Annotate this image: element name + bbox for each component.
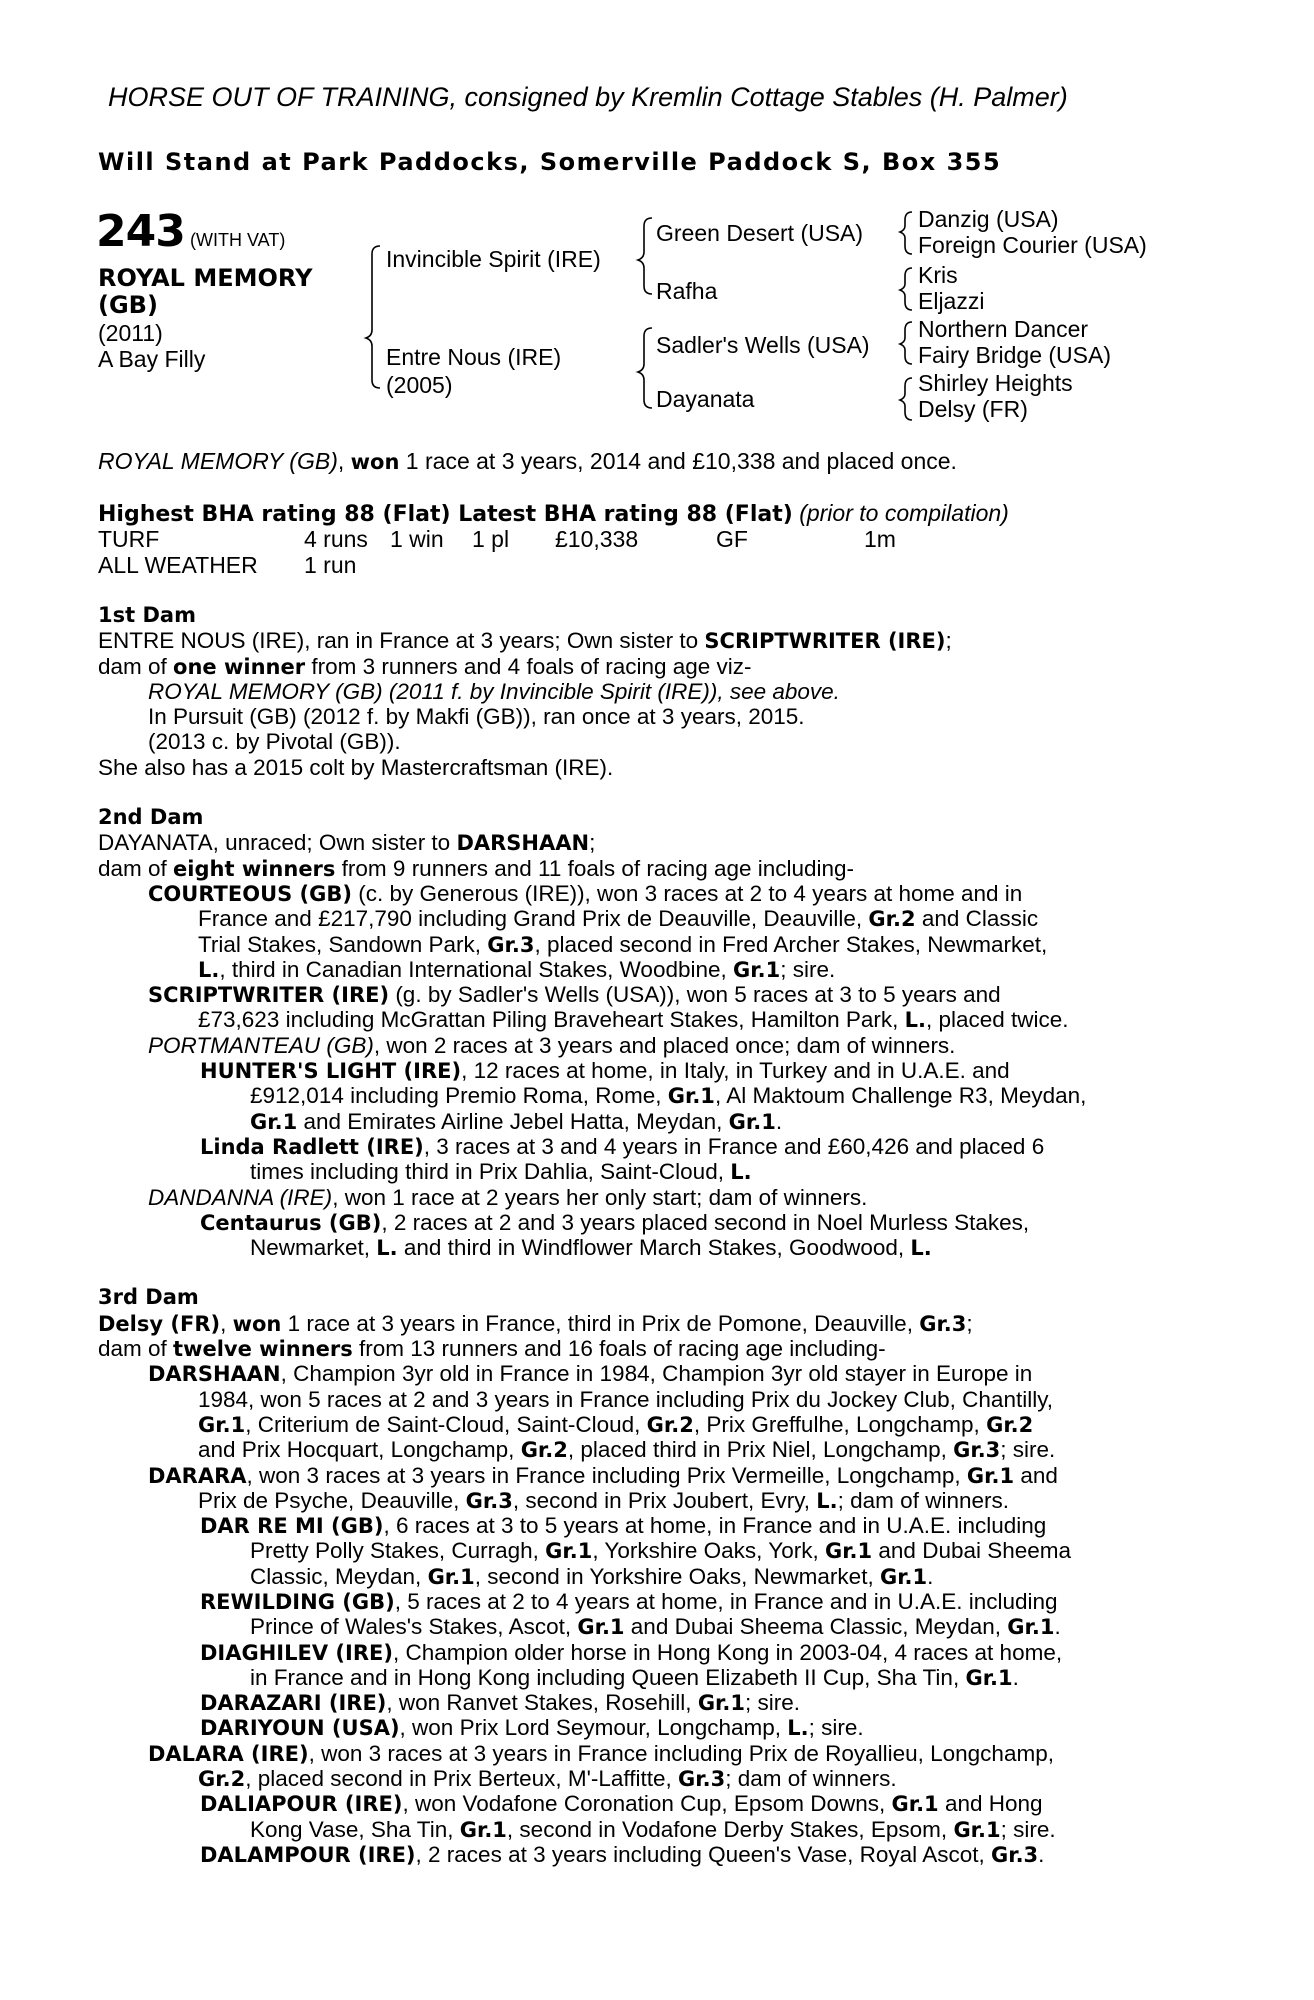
produce-subitem xyxy=(98,1589,1192,1614)
text: , 12 races at home, in Italy, in Turkey and in U.A.E. and xyxy=(461,1058,1010,1084)
grade: L. xyxy=(904,1008,926,1033)
bha-rating-text: Highest BHA rating 88 (Flat) Latest BHA rating 88 (Flat) xyxy=(98,502,793,527)
text: , won Prix Lord Seymour, Longchamp, xyxy=(399,1715,788,1741)
text: (c. by Generous (IRE)), won 3 races at 2 to 4 years at home and in xyxy=(352,880,1023,906)
text: , won Ranvet Stakes, Rosehill, xyxy=(386,1690,698,1716)
grade: Gr.1 xyxy=(879,1564,928,1589)
horse-name: DAR RE MI (GB) xyxy=(200,1514,384,1539)
horse-name: DARIYOUN (USA) xyxy=(200,1716,400,1741)
grade: Gr.1 xyxy=(459,1817,507,1842)
grade: Gr.1 xyxy=(733,957,781,982)
text: from 13 runners and 16 foals of racing age including- xyxy=(352,1336,886,1362)
produce-item-cont xyxy=(98,1159,1192,1184)
text: dam of xyxy=(98,653,174,679)
produce-item-cont xyxy=(98,1109,1192,1134)
produce-item xyxy=(98,982,1192,1007)
grade: Gr.3 xyxy=(953,1438,1001,1463)
produce-subitem xyxy=(98,1690,1192,1715)
grade: Gr.2 xyxy=(868,907,916,932)
text: dam of xyxy=(98,855,174,881)
produce-subitem xyxy=(98,1134,1192,1159)
text: 1 race at 3 years in France, third in Prix de Pomone, Deauville, xyxy=(281,1310,920,1336)
text: . xyxy=(1038,1841,1045,1867)
text: and Hong xyxy=(938,1791,1043,1817)
produce-item-cont xyxy=(98,1488,1192,1513)
produce-item xyxy=(98,1463,1192,1488)
dam-dam: Dayanata xyxy=(656,386,755,412)
produce-item-cont xyxy=(98,1437,1192,1462)
text: , placed third in Prix Niel, Longchamp, xyxy=(567,1437,954,1463)
horse-name: Centaurus (GB) xyxy=(200,1210,382,1235)
produce-item-cont xyxy=(98,1083,1192,1108)
stand-location: Will Stand at Park Paddocks, Somerville Paddock S, Box 355 xyxy=(98,148,1002,176)
text: , 2 races at 3 years including Queen's Vase, Royal Ascot, xyxy=(415,1841,991,1867)
aw-runs: 1 run xyxy=(304,552,357,578)
turf-prize: £10,338 xyxy=(555,526,639,552)
text: , 5 races at 2 to 4 years at home, in France and in U.A.E. including xyxy=(394,1588,1058,1614)
text: times including third in Prix Dahlia, Saint-Cloud, xyxy=(250,1159,731,1185)
text: Newmarket, xyxy=(250,1235,377,1261)
text: and third in Windflower March Stakes, Goodwood, xyxy=(397,1235,911,1261)
text: , Champion 3yr old in France in 1984, Champion 3yr old stayer in Europe in xyxy=(280,1361,1033,1387)
produce-item xyxy=(98,1361,1192,1386)
aw-label: ALL WEATHER xyxy=(98,552,258,578)
grade: Gr.1 xyxy=(697,1691,746,1716)
horse-name: SCRIPTWRITER (IRE) xyxy=(704,629,946,654)
gen3-7: Shirley Heights xyxy=(918,370,1073,396)
grade: Gr.1 xyxy=(577,1615,625,1640)
grade: L. xyxy=(910,1236,932,1261)
text: , Criterium de Saint-Cloud, Saint-Cloud, xyxy=(245,1411,647,1437)
grade: Gr.2 xyxy=(198,1767,246,1792)
produce-item-cont xyxy=(98,1817,1192,1842)
text: , xyxy=(220,1310,233,1336)
text: , 6 races at 3 to 5 years at home, in France and in U.A.E. including xyxy=(383,1513,1047,1539)
lot-number: 243 xyxy=(96,206,185,257)
produce-subitem xyxy=(98,1715,1192,1740)
horse-name: DARAZARI (IRE) xyxy=(200,1691,387,1716)
grade: Gr.1 xyxy=(728,1109,776,1134)
turf-wins: 1 win xyxy=(390,526,444,552)
gen3-6: Fairy Bridge (USA) xyxy=(918,342,1111,368)
text: dam of xyxy=(98,1336,174,1362)
text: , second in Prix Joubert, Evry, xyxy=(512,1487,817,1513)
text: ; dam of winners. xyxy=(725,1766,897,1792)
grade: Gr.1 xyxy=(545,1539,593,1564)
text: Prince of Wales's Stakes, Ascot, xyxy=(250,1614,578,1640)
third-dam-title: 3rd Dam xyxy=(98,1285,199,1310)
grade: Gr.1 xyxy=(965,1665,1013,1690)
gen3-1: Danzig (USA) xyxy=(918,206,1059,232)
lot-vat: (WITH VAT) xyxy=(190,230,286,250)
grade: Gr.1 xyxy=(427,1564,475,1589)
text: ENTRE NOUS (IRE), ran in France at 3 years; Own sister to xyxy=(98,628,705,654)
first-dam-line1 xyxy=(98,628,1192,653)
grade: Gr.3 xyxy=(678,1767,726,1792)
text: , won 3 races at 3 years in France including Prix de Royallieu, Longchamp, xyxy=(308,1740,1054,1766)
produce-item xyxy=(98,1033,1192,1058)
text: £73,623 including McGrattan Piling Braveheart Stakes, Hamilton Park, xyxy=(198,1007,905,1033)
grade: Gr.1 xyxy=(966,1463,1015,1488)
produce-item xyxy=(98,1185,1192,1210)
horse-year: (2011) xyxy=(98,320,163,346)
gen3-5: Northern Dancer xyxy=(918,316,1089,342)
grade: Gr.3 xyxy=(990,1842,1039,1867)
grade: Gr.3 xyxy=(465,1488,513,1513)
turf-record xyxy=(98,526,1198,552)
text: , 2 races at 2 and 3 years placed second in Noel Murless Stakes, xyxy=(381,1209,1030,1235)
text: ; sire. xyxy=(745,1690,801,1716)
sire: Invincible Spirit (IRE) xyxy=(386,246,601,272)
produce-item-cont xyxy=(98,1564,1192,1589)
text: Classic, Meydan, xyxy=(250,1563,428,1589)
text: , won 1 race at 2 years her only start; dam of winners. xyxy=(332,1184,868,1210)
text: France and £217,790 including Grand Prix de Deauville, Deauville, xyxy=(198,906,869,932)
gen3-2: Foreign Courier (USA) xyxy=(918,232,1147,258)
horse-name: DALIAPOUR (IRE) xyxy=(200,1792,403,1817)
text: (g. by Sadler's Wells (USA)), won 5 races at 3 to 5 years and xyxy=(389,982,1001,1008)
text: Pretty Polly Stakes, Curragh, xyxy=(250,1538,546,1564)
first-dam-line2 xyxy=(98,654,1192,679)
summary-horse-name: ROYAL MEMORY (GB) xyxy=(98,448,338,474)
horse-description: A Bay Filly xyxy=(98,346,206,372)
grade: Gr.2 xyxy=(986,1412,1034,1437)
grade: Gr.1 xyxy=(953,1817,1001,1842)
horse-name: HUNTER'S LIGHT (IRE) xyxy=(200,1059,462,1084)
second-dam-line2 xyxy=(98,856,1192,881)
produce-item-cont xyxy=(98,1235,1192,1260)
text: , won 2 races at 3 years and placed once; dam of winners. xyxy=(373,1032,956,1058)
horse-name: DARSHAAN xyxy=(148,1362,281,1387)
horse-name: DARSHAAN xyxy=(456,831,590,856)
second-dam-title: 2nd Dam xyxy=(98,805,204,830)
grade: L. xyxy=(730,1160,752,1185)
produce-item-cont xyxy=(98,1766,1192,1791)
consignment-header: HORSE OUT OF TRAINING, consigned by Kremlin Cottage Stables (H. Palmer) xyxy=(108,82,1068,112)
produce-note: She also has a 2015 colt by Mastercraftsman (IRE). xyxy=(98,754,614,780)
grade: Gr.3 xyxy=(487,932,535,957)
third-dam-line2 xyxy=(98,1336,1192,1361)
produce-item-cont xyxy=(98,1665,1192,1690)
horse-name: DALAMPOUR (IRE) xyxy=(200,1842,416,1867)
produce-subitem xyxy=(98,1210,1192,1235)
produce-subitem xyxy=(98,1842,1192,1867)
text: Prix de Psyche, Deauville, xyxy=(198,1487,466,1513)
text: and Prix Hocquart, Longchamp, xyxy=(198,1437,521,1463)
text: , Prix Greffulhe, Longchamp, xyxy=(693,1411,987,1437)
produce-item xyxy=(98,881,1192,906)
produce-item-cont xyxy=(98,957,1192,982)
horse-name: ROYAL MEMORY (GB) xyxy=(148,678,383,704)
text: . xyxy=(775,1108,783,1134)
grade: Gr.1 xyxy=(891,1792,939,1817)
horse-name: Linda Radlett (IRE) xyxy=(200,1134,424,1159)
text: ; sire. xyxy=(1000,1437,1056,1463)
grade: L. xyxy=(376,1236,398,1261)
produce-item-cont xyxy=(98,1538,1192,1563)
text: ; xyxy=(589,830,596,856)
text: . xyxy=(1054,1614,1061,1640)
horse-name: DANDANNA (IRE) xyxy=(148,1184,333,1210)
produce-item: (2013 c. by Pivotal (GB)). xyxy=(148,729,401,755)
horse-name: DIAGHILEV (IRE) xyxy=(200,1640,393,1665)
text: , Al Maktoum Challenge R3, Meydan, xyxy=(714,1083,1087,1109)
third-dam-line1 xyxy=(98,1311,1192,1336)
gen3-8: Delsy (FR) xyxy=(918,396,1028,422)
first-dam-title: 1st Dam xyxy=(98,603,196,627)
text: from 9 runners and 11 foals of racing age including- xyxy=(335,855,855,881)
bha-rating-note: (prior to compilation) xyxy=(799,500,1009,526)
grade: L. xyxy=(787,1716,809,1741)
horse-name: Delsy (FR) xyxy=(98,1311,221,1336)
text: and Dubai Sheema Classic, Meydan, xyxy=(624,1614,1008,1640)
dam-sire: Sadler's Wells (USA) xyxy=(656,332,870,358)
horse-name: ROYAL MEMORY (GB) xyxy=(98,264,313,319)
text: ; sire. xyxy=(1000,1816,1056,1842)
race-summary: ROYAL MEMORY (GB), won 1 race at 3 years, 2014 and £10,338 and placed once. xyxy=(98,448,957,474)
produce-subitem xyxy=(98,1513,1192,1538)
grade: Gr.1 xyxy=(667,1084,715,1109)
produce-subitem xyxy=(98,1791,1192,1816)
turf-going: GF xyxy=(716,526,748,552)
text: , Yorkshire Oaks, York, xyxy=(592,1538,825,1564)
text: ; dam of winners. xyxy=(837,1487,1009,1513)
text: , 3 races at 3 and 4 years in France and £60,426 and placed 6 xyxy=(423,1133,1045,1159)
produce-item-cont xyxy=(98,932,1192,957)
text: (2011 f. by Invincible Spirit (IRE)), see above. xyxy=(382,678,840,704)
winners-count: twelve winners xyxy=(173,1337,353,1362)
text: £912,014 including Premio Roma, Rome, xyxy=(250,1083,668,1109)
produce-item-cont xyxy=(98,906,1192,931)
grade: Gr.1 xyxy=(198,1412,246,1437)
grade: L. xyxy=(198,957,220,982)
summary-won: won xyxy=(350,450,400,474)
grade: Gr.1 xyxy=(824,1539,873,1564)
produce-subitem xyxy=(98,1058,1192,1083)
text: ; sire. xyxy=(808,1715,864,1741)
text: , placed twice. xyxy=(925,1007,1069,1033)
text: , won Vodafone Coronation Cup, Epsom Downs, xyxy=(402,1791,892,1817)
text: , placed second in Prix Berteux, M'-Laffitte, xyxy=(245,1766,679,1792)
dam: Entre Nous (IRE) xyxy=(386,344,562,370)
produce-item: In Pursuit (GB) (2012 f. by Makfi (GB)), ran once at 3 years, 2015. xyxy=(148,704,805,730)
turf-placed: 1 pl xyxy=(472,526,510,552)
turf-runs: 4 runs xyxy=(304,526,368,552)
text: Trial Stakes, Sandown Park, xyxy=(198,931,488,957)
aw-record xyxy=(98,552,698,578)
horse-name: DARARA xyxy=(148,1463,247,1488)
produce-item-cont: 1984, won 5 races at 2 and 3 years in France including Prix du Jockey Club, Chantilly, xyxy=(198,1386,1054,1412)
produce-item-cont xyxy=(98,1614,1192,1639)
text: . xyxy=(927,1563,934,1589)
text: from 3 runners and 4 foals of racing age viz- xyxy=(305,653,752,679)
dam-year: (2005) xyxy=(386,372,453,398)
text: , second in Vodafone Derby Stakes, Epsom, xyxy=(506,1816,954,1842)
bha-ratings xyxy=(98,500,1009,527)
horse-name: COURTEOUS (GB) xyxy=(148,881,352,906)
produce-item-cont xyxy=(98,1007,1192,1032)
turf-distance: 1m xyxy=(864,526,896,552)
grade: Gr.1 xyxy=(1007,1615,1055,1640)
text: and Dubai Sheema xyxy=(872,1538,1072,1564)
text: , Champion older horse in Hong Kong in 2003-04, 4 races at home, xyxy=(392,1639,1063,1665)
second-dam-line1 xyxy=(98,830,1192,855)
grade: Gr.1 xyxy=(250,1109,298,1134)
text: , second in Yorkshire Oaks, Newmarket, xyxy=(474,1563,880,1589)
gen3-3: Kris xyxy=(918,262,958,288)
grade: L. xyxy=(816,1488,838,1513)
grade: Gr.2 xyxy=(646,1412,694,1437)
produce-record xyxy=(98,603,1192,1867)
text: and xyxy=(1014,1462,1058,1488)
produce-item-cont xyxy=(98,1412,1192,1437)
text: and Emirates Airline Jebel Hatta, Meydan, xyxy=(297,1108,729,1134)
summary-rest: 1 race at 3 years, 2014 and £10,338 and placed once. xyxy=(399,448,957,474)
turf-label: TURF xyxy=(98,526,160,552)
produce-subitem xyxy=(98,1640,1192,1665)
horse-name: PORTMANTEAU (GB) xyxy=(148,1032,374,1058)
gen3-4: Eljazzi xyxy=(918,288,985,314)
text: ; xyxy=(945,628,952,654)
text: , third in Canadian International Stakes, Woodbine, xyxy=(219,956,734,982)
produce-item xyxy=(98,679,1192,704)
horse-name: DALARA (IRE) xyxy=(148,1741,309,1766)
text: . xyxy=(1012,1664,1019,1690)
winners-count: one winner xyxy=(173,654,306,679)
horse-name: REWILDING (GB) xyxy=(200,1589,395,1614)
sire-dam: Rafha xyxy=(656,278,718,304)
text: in France and in Hong Kong including Queen Elizabeth II Cup, Sha Tin, xyxy=(250,1664,966,1690)
text: DAYANATA, unraced; Own sister to xyxy=(98,830,457,856)
text: ; sire. xyxy=(780,956,836,982)
horse-name: SCRIPTWRITER (IRE) xyxy=(148,983,390,1008)
text: and Classic xyxy=(915,906,1039,932)
text: , placed second in Fred Archer Stakes, Newmarket, xyxy=(534,931,1048,957)
winners-count: eight winners xyxy=(173,856,336,881)
grade: Gr.2 xyxy=(520,1438,568,1463)
text: , won 3 races at 3 years in France including Prix Vermeille, Longchamp, xyxy=(246,1462,967,1488)
text: Kong Vase, Sha Tin, xyxy=(250,1816,460,1842)
produce-item xyxy=(98,1741,1192,1766)
sire-sire: Green Desert (USA) xyxy=(656,220,864,246)
won: won xyxy=(232,1311,282,1336)
grade: Gr.3 xyxy=(919,1311,967,1336)
text: ; xyxy=(966,1310,973,1336)
